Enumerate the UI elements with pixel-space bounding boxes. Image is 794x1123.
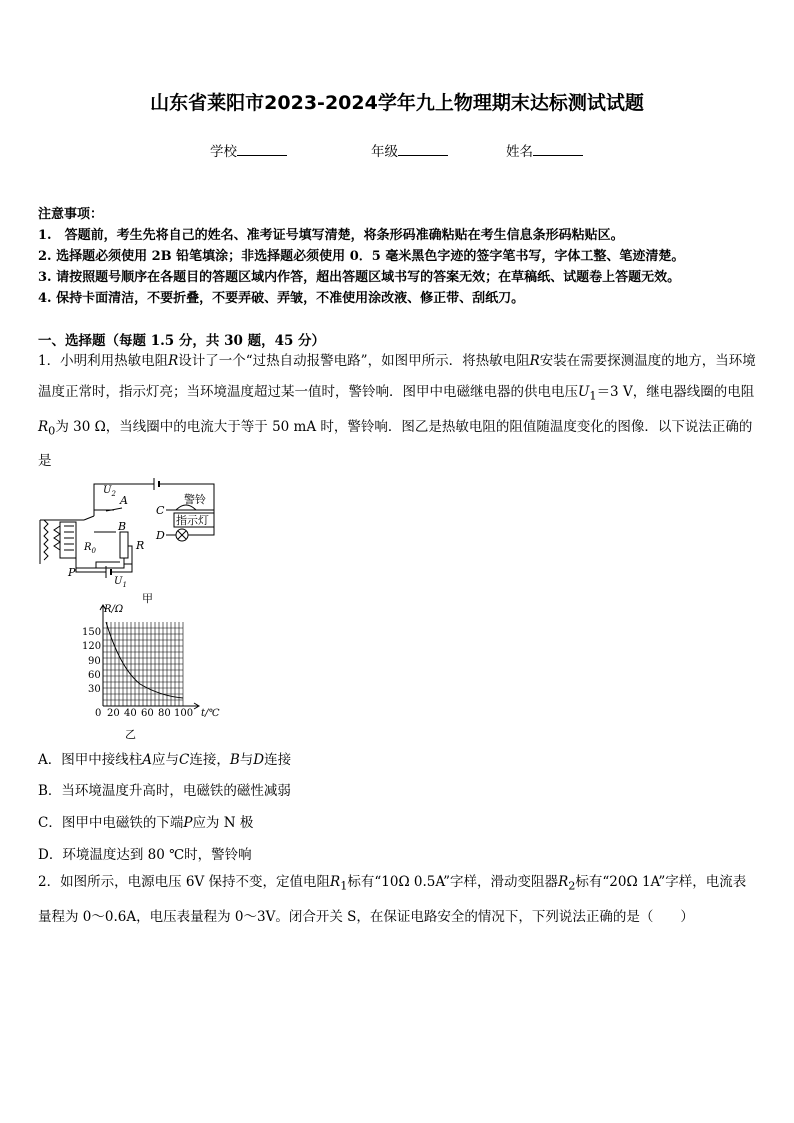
graph-ylabel: R/Ω bbox=[104, 604, 124, 615]
lamp-label: 指示灯 bbox=[176, 514, 209, 527]
note-item: 2. 选择题必须使用 2B 铅笔填涂；非选择题必须使用 0．5 毫米黑色字迹的签字笔书写，字体工整、笔迹清楚。 bbox=[38, 249, 685, 264]
name-label: 姓名 bbox=[506, 144, 533, 160]
graph-xlabel: t/℃ bbox=[201, 708, 220, 719]
var-R0: R bbox=[38, 418, 49, 435]
var-C: C bbox=[179, 752, 190, 768]
ytick: 150 bbox=[82, 627, 102, 638]
subscript: 2 bbox=[568, 879, 576, 893]
xtick: 20 bbox=[107, 708, 120, 719]
subscript: 0 bbox=[48, 424, 56, 438]
svg-text:U1 bbox=[114, 576, 127, 589]
option-text: C．图甲中电磁铁的下端 bbox=[38, 815, 184, 831]
option-text: 应与 bbox=[152, 752, 179, 768]
label-A: A bbox=[120, 494, 128, 507]
var-A: A bbox=[142, 752, 152, 768]
question-2-stem bbox=[38, 867, 758, 933]
ytick: 30 bbox=[88, 684, 101, 695]
var-U1: U bbox=[578, 384, 590, 400]
note-item: 1. 答题前，考生先将自己的姓名、准考证号填写清楚，将条形码准确粘贴在考生信息条形码粘贴区。 bbox=[38, 228, 624, 243]
ytick: 120 bbox=[82, 641, 102, 652]
xtick: 100 bbox=[174, 708, 194, 719]
option-text: A．图甲中接线柱 bbox=[38, 752, 143, 768]
note-item: 3. 请按照题号顺序在各题目的答题区域内作答，超出答题区域书写的答案无效；在草稿纸、试题卷上答题无效。 bbox=[38, 270, 681, 285]
xtick: 0 bbox=[95, 708, 102, 719]
section-heading: 一、选择题（每题 1.5 分，共 30 题，45 分） bbox=[38, 333, 326, 349]
var-D: D bbox=[253, 752, 265, 768]
resistance-temperature-graph bbox=[80, 598, 240, 742]
grade-blank bbox=[398, 141, 448, 156]
xtick: 60 bbox=[141, 708, 154, 719]
xtick: 40 bbox=[124, 708, 137, 719]
figure-caption-yi: 乙 bbox=[125, 728, 136, 741]
label-R0: R bbox=[84, 542, 92, 553]
svg-text:R0 bbox=[83, 542, 97, 555]
q1-text: 1．小明利用热敏电阻 bbox=[38, 353, 169, 369]
option-text: 应为 N 极 bbox=[192, 815, 254, 831]
grade-field bbox=[371, 140, 448, 160]
label-R: R bbox=[136, 539, 145, 552]
subscript: 1 bbox=[122, 581, 127, 589]
option-text: 连接 bbox=[264, 752, 292, 768]
subscript: 1 bbox=[589, 389, 597, 403]
subscript: 1 bbox=[340, 879, 348, 893]
name-blank bbox=[533, 141, 583, 156]
circuit-diagram-jia bbox=[36, 476, 226, 606]
option-text: 连接， bbox=[189, 752, 230, 768]
name-field bbox=[506, 140, 583, 160]
page-title: 山东省莱阳市2023-2024学年九上物理期末达标测试试题 bbox=[150, 92, 644, 114]
q1-text: 安装在需要探测温度的地方，当环境温度正常时，指示灯亮；当环境温度超过某一值时，警铃响．图甲中电磁继电器的供电电压 bbox=[38, 353, 756, 400]
grade-label: 年级 bbox=[371, 144, 398, 160]
xtick: 80 bbox=[158, 708, 171, 719]
q1-option-d[interactable]: D．环境温度达到 80 ℃时，警铃响 bbox=[38, 847, 252, 863]
q1-option-b[interactable]: B．当环境温度升高时，电磁铁的磁性减弱 bbox=[38, 783, 291, 799]
label-D: D bbox=[156, 529, 165, 542]
question-1-stem bbox=[38, 346, 758, 477]
label-C: C bbox=[156, 504, 165, 517]
var-R2: R bbox=[558, 874, 569, 890]
svg-text:U2 bbox=[103, 485, 116, 498]
bell-label: 警铃 bbox=[184, 493, 206, 506]
label-B: B bbox=[118, 520, 127, 533]
q1-option-c[interactable] bbox=[38, 811, 253, 831]
q1-text: ＝3 V，继电器线圈的电阻 bbox=[596, 384, 755, 400]
option-text: 与 bbox=[239, 752, 254, 768]
notes-heading: 注意事项： bbox=[38, 207, 104, 222]
label-U2: U bbox=[103, 485, 112, 496]
school-blank bbox=[237, 141, 287, 156]
var-R: R bbox=[529, 353, 540, 369]
q2-text: 标有“10Ω 0.5A”字样，滑动变阻器 bbox=[347, 874, 559, 890]
ytick: 60 bbox=[88, 670, 101, 681]
subscript: 2 bbox=[111, 490, 116, 498]
var-P: P bbox=[183, 815, 193, 831]
school-field bbox=[210, 140, 287, 160]
q2-text: 2．如图所示，电源电压 6V 保持不变，定值电阻 bbox=[38, 874, 331, 890]
label-U1: U bbox=[114, 576, 123, 587]
ytick: 90 bbox=[88, 656, 101, 667]
var-R1: R bbox=[330, 874, 341, 890]
school-label: 学校 bbox=[210, 144, 237, 160]
note-item: 4. 保持卡面清洁，不要折叠，不要弄破、弄皱，不准使用涂改液、修正带、刮纸刀。 bbox=[38, 291, 525, 306]
subscript: 0 bbox=[91, 547, 96, 555]
var-R: R bbox=[168, 353, 179, 369]
figure-caption-jia: 甲 bbox=[142, 592, 153, 605]
q1-option-a[interactable] bbox=[38, 748, 291, 768]
var-B: B bbox=[229, 752, 240, 768]
q2-text: 标有“20Ω 1A”字样，电流表量程为 0～0.6A，电压表量程为 0～3V。闭合开关 S，在保证电路安全的情况下，下列说法正确的是（ ） bbox=[38, 874, 747, 925]
q1-text: 设计了一个“过热自动报警电路”，如图甲所示．将热敏电阻 bbox=[178, 353, 530, 369]
label-P: P bbox=[68, 566, 76, 579]
q1-text: 为 30 Ω，当线圈中的电流大于等于 50 mA 时，警铃响．图乙是热敏电阻的阻值随温度变化的图像．以下说法正确的是 bbox=[38, 418, 753, 470]
